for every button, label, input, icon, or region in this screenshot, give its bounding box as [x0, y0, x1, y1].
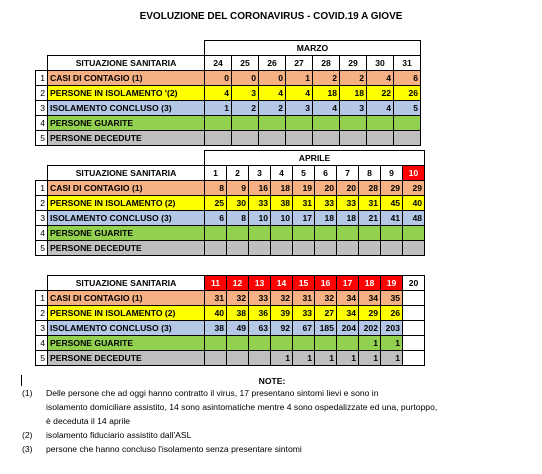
table-cell: 36	[249, 306, 271, 321]
month-header: APRILE	[205, 151, 425, 166]
table-cell	[337, 226, 359, 241]
table-cell: 32	[271, 291, 293, 306]
row-label: ISOLAMENTO CONCLUSO (3)	[48, 101, 205, 116]
table-marzo	[35, 40, 421, 146]
note-key: (3)	[22, 444, 33, 454]
day-header: 27	[286, 56, 313, 71]
table-cell	[313, 116, 340, 131]
row-label: CASI DI CONTAGIO (1)	[48, 181, 205, 196]
row-label: PERSONE IN ISOLAMENTO (2)	[48, 306, 205, 321]
note-text	[46, 428, 522, 442]
table-cell	[340, 131, 367, 146]
table-cell: 28	[359, 181, 381, 196]
table-aprile	[35, 150, 425, 256]
table-cell: 41	[381, 211, 403, 226]
day-header: 16	[315, 276, 337, 291]
table-cell	[403, 226, 425, 241]
table-cell: 35	[381, 291, 403, 306]
day-header: 24	[205, 56, 232, 71]
table-cell: 48	[403, 211, 425, 226]
table-cell: 34	[337, 306, 359, 321]
table-row	[36, 181, 425, 196]
table-cell	[403, 336, 425, 351]
day-header: 30	[367, 56, 394, 71]
table-cell: 26	[394, 86, 421, 101]
row-index: 3	[36, 321, 48, 336]
row-label: CASI DI CONTAGIO (1)	[48, 71, 205, 86]
day-header: 9	[381, 166, 403, 181]
table-cell	[315, 226, 337, 241]
table-row	[36, 86, 421, 101]
row-label: PERSONE IN ISOLAMENTO (2)	[48, 196, 205, 211]
table-cell	[403, 351, 425, 366]
day-header: 4	[271, 166, 293, 181]
table-cell: 16	[249, 181, 271, 196]
table-cell: 1	[359, 351, 381, 366]
table-cell: 32	[315, 291, 337, 306]
table-cell	[286, 131, 313, 146]
note-key: (1)	[22, 388, 33, 398]
column-header: SITUAZIONE SANITARIA	[48, 166, 205, 181]
month-header: MARZO	[205, 41, 421, 56]
table-cell: 5	[394, 101, 421, 116]
day-header: 20	[403, 276, 425, 291]
table-cell: 4	[367, 71, 394, 86]
row-index: 4	[36, 336, 48, 351]
table-cell: 31	[293, 291, 315, 306]
day-header: 19	[381, 276, 403, 291]
table-cell: 18	[271, 181, 293, 196]
table-cell: 40	[205, 306, 227, 321]
table-cell: 34	[359, 291, 381, 306]
table-cell	[205, 241, 227, 256]
table-cell	[337, 336, 359, 351]
row-index: 4	[36, 116, 48, 131]
table-row	[36, 196, 425, 211]
row-index: 2	[36, 86, 48, 101]
table-cell: 29	[359, 306, 381, 321]
day-header: 1	[205, 166, 227, 181]
table-cell: 4	[313, 101, 340, 116]
row-label: PERSONE GUARITE	[48, 336, 205, 351]
table-cell: 4	[367, 101, 394, 116]
note-line: isolamento fiduciario assistito dall'ASL	[46, 430, 192, 440]
table-cell: 18	[313, 86, 340, 101]
table-cell: 26	[381, 306, 403, 321]
table-cell	[315, 241, 337, 256]
table-cell: 4	[286, 86, 313, 101]
table-cell: 38	[227, 306, 249, 321]
table-aprile-2	[35, 275, 425, 366]
day-header: 5	[293, 166, 315, 181]
row-label: PERSONE GUARITE	[48, 116, 205, 131]
day-header: 28	[313, 56, 340, 71]
row-label: PERSONE DECEDUTE	[48, 351, 205, 366]
table-row	[36, 336, 425, 351]
table-cell: 4	[205, 86, 232, 101]
table-cell	[227, 241, 249, 256]
row-label: CASI DI CONTAGIO (1)	[48, 291, 205, 306]
table-cell: 185	[315, 321, 337, 336]
table-cell	[293, 241, 315, 256]
table-cell: 31	[293, 196, 315, 211]
day-header: 14	[271, 276, 293, 291]
table-cell	[227, 336, 249, 351]
table-cell: 1	[205, 101, 232, 116]
table-cell: 1	[293, 351, 315, 366]
day-header: 6	[315, 166, 337, 181]
row-index: 1	[36, 291, 48, 306]
table-cell: 39	[271, 306, 293, 321]
table-cell	[293, 226, 315, 241]
table-cell: 18	[340, 86, 367, 101]
table-cell: 6	[205, 211, 227, 226]
table-cell: 4	[259, 86, 286, 101]
note-item	[22, 428, 522, 442]
table-cell	[394, 131, 421, 146]
table-cell	[205, 351, 227, 366]
table-row	[36, 291, 425, 306]
row-label: PERSONE GUARITE	[48, 226, 205, 241]
table-cell: 38	[205, 321, 227, 336]
table-cell: 0	[259, 71, 286, 86]
day-header: 25	[232, 56, 259, 71]
table-cell: 1	[381, 351, 403, 366]
table-cell	[227, 351, 249, 366]
table-row	[36, 351, 425, 366]
table-cell: 6	[394, 71, 421, 86]
table-cell	[293, 336, 315, 351]
table-cell: 0	[205, 71, 232, 86]
page-title: EVOLUZIONE DEL CORONAVIRUS - COVID.19 A GIOVE	[139, 11, 403, 22]
table-cell	[381, 241, 403, 256]
table-cell	[315, 336, 337, 351]
day-header: 15	[293, 276, 315, 291]
table-row	[36, 71, 421, 86]
table-cell: 203	[381, 321, 403, 336]
table-row	[36, 306, 425, 321]
day-header: 3	[249, 166, 271, 181]
table-cell	[227, 226, 249, 241]
table-cell	[403, 321, 425, 336]
table-cell: 33	[249, 196, 271, 211]
table-cell: 30	[227, 196, 249, 211]
table-row	[36, 211, 425, 226]
table-cell: 202	[359, 321, 381, 336]
table-cell: 22	[367, 86, 394, 101]
table-cell: 33	[293, 306, 315, 321]
note-line: persone che hanno concluso l'isolamento senza presentare sintomi	[46, 444, 302, 454]
table-cell: 8	[205, 181, 227, 196]
table-cell: 1	[271, 351, 293, 366]
table-cell	[367, 116, 394, 131]
row-label: PERSONE DECEDUTE	[48, 131, 205, 146]
table-cell: 33	[249, 291, 271, 306]
row-index: 4	[36, 226, 48, 241]
table-cell	[232, 131, 259, 146]
day-header: 17	[337, 276, 359, 291]
table-cell: 2	[313, 71, 340, 86]
table-cell	[259, 131, 286, 146]
table-cell	[340, 116, 367, 131]
table-cell: 20	[337, 181, 359, 196]
table-cell: 45	[381, 196, 403, 211]
table-cell	[381, 226, 403, 241]
table-cell: 18	[315, 211, 337, 226]
table-cell	[249, 336, 271, 351]
table-cell: 1	[315, 351, 337, 366]
table-cell: 49	[227, 321, 249, 336]
column-header: SITUAZIONE SANITARIA	[48, 276, 205, 291]
table-cell: 0	[232, 71, 259, 86]
table-cell: 20	[315, 181, 337, 196]
row-index: 1	[36, 71, 48, 86]
table-cell	[249, 351, 271, 366]
day-header: 7	[337, 166, 359, 181]
note-text	[46, 386, 522, 428]
table-cell	[271, 336, 293, 351]
note-text	[46, 442, 522, 456]
table-cell: 31	[205, 291, 227, 306]
column-header: SITUAZIONE SANITARIA	[48, 56, 205, 71]
table-cell: 204	[337, 321, 359, 336]
table-cell: 38	[271, 196, 293, 211]
table-row	[36, 226, 425, 241]
table-row	[36, 131, 421, 146]
row-label: ISOLAMENTO CONCLUSO (3)	[48, 321, 205, 336]
table-cell: 10	[271, 211, 293, 226]
table-cell: 34	[337, 291, 359, 306]
table-row	[36, 116, 421, 131]
day-header: 13	[249, 276, 271, 291]
day-header: 11	[205, 276, 227, 291]
day-header: 29	[340, 56, 367, 71]
day-header: 10	[403, 166, 425, 181]
row-index: 5	[36, 351, 48, 366]
table-cell: 2	[259, 101, 286, 116]
row-index: 3	[36, 101, 48, 116]
day-header: 31	[394, 56, 421, 71]
row-index: 1	[36, 181, 48, 196]
table-cell: 33	[337, 196, 359, 211]
table-cell: 63	[249, 321, 271, 336]
table-cell: 9	[227, 181, 249, 196]
note-line: isolamento domiciliare assistito, 14 sono asintomatiche mentre 4 sono ospedalizzate ed una, purtoppo,	[46, 402, 438, 412]
table-cell: 17	[293, 211, 315, 226]
table-cell: 25	[205, 196, 227, 211]
table-cell	[271, 226, 293, 241]
row-label: PERSONE IN ISOLAMENTO '(2)	[48, 86, 205, 101]
table-cell	[403, 291, 425, 306]
table-cell	[205, 116, 232, 131]
day-header: 26	[259, 56, 286, 71]
note-item	[22, 442, 522, 456]
notes-section	[22, 376, 522, 456]
table-row	[36, 101, 421, 116]
table-cell: 1	[359, 336, 381, 351]
table-cell: 92	[271, 321, 293, 336]
row-index: 3	[36, 211, 48, 226]
table-cell	[359, 226, 381, 241]
table-row	[36, 241, 425, 256]
table-cell: 40	[403, 196, 425, 211]
table-cell: 1	[337, 351, 359, 366]
table-cell	[286, 116, 313, 131]
table-cell	[337, 241, 359, 256]
table-cell: 32	[227, 291, 249, 306]
table-row	[36, 321, 425, 336]
table-cell: 29	[381, 181, 403, 196]
table-cell: 10	[249, 211, 271, 226]
table-cell: 3	[286, 101, 313, 116]
table-cell	[367, 131, 394, 146]
table-cell: 33	[315, 196, 337, 211]
table-cell: 1	[286, 71, 313, 86]
row-index: 2	[36, 306, 48, 321]
table-cell: 1	[381, 336, 403, 351]
row-index: 2	[36, 196, 48, 211]
table-cell	[249, 226, 271, 241]
table-cell	[271, 241, 293, 256]
day-header: 12	[227, 276, 249, 291]
row-index: 5	[36, 241, 48, 256]
note-key: (2)	[22, 430, 33, 440]
table-cell	[359, 241, 381, 256]
table-cell	[403, 306, 425, 321]
day-header: 2	[227, 166, 249, 181]
table-cell: 2	[340, 71, 367, 86]
table-cell	[403, 241, 425, 256]
note-line: Delle persone che ad oggi hanno contratto il virus, 17 presentano sintomi lievi e sono in	[46, 388, 379, 398]
table-cell	[249, 241, 271, 256]
row-label: ISOLAMENTO CONCLUSO (3)	[48, 211, 205, 226]
table-cell: 31	[359, 196, 381, 211]
table-cell	[205, 336, 227, 351]
table-cell	[259, 116, 286, 131]
row-index: 5	[36, 131, 48, 146]
table-cell: 8	[227, 211, 249, 226]
table-cell: 3	[232, 86, 259, 101]
table-cell: 27	[315, 306, 337, 321]
row-label: PERSONE DECEDUTE	[48, 241, 205, 256]
table-cell: 21	[359, 211, 381, 226]
table-cell	[232, 116, 259, 131]
table-cell: 29	[403, 181, 425, 196]
table-cell	[205, 131, 232, 146]
table-cell	[313, 131, 340, 146]
day-header: 8	[359, 166, 381, 181]
table-cell	[394, 116, 421, 131]
note-item	[22, 386, 522, 428]
day-header: 18	[359, 276, 381, 291]
notes-title: NOTE:	[258, 376, 286, 386]
table-cell: 3	[340, 101, 367, 116]
table-cell: 18	[337, 211, 359, 226]
table-cell	[205, 226, 227, 241]
table-cell: 67	[293, 321, 315, 336]
table-cell: 2	[232, 101, 259, 116]
note-line: è deceduta il 14 aprile	[46, 416, 131, 426]
table-cell: 19	[293, 181, 315, 196]
